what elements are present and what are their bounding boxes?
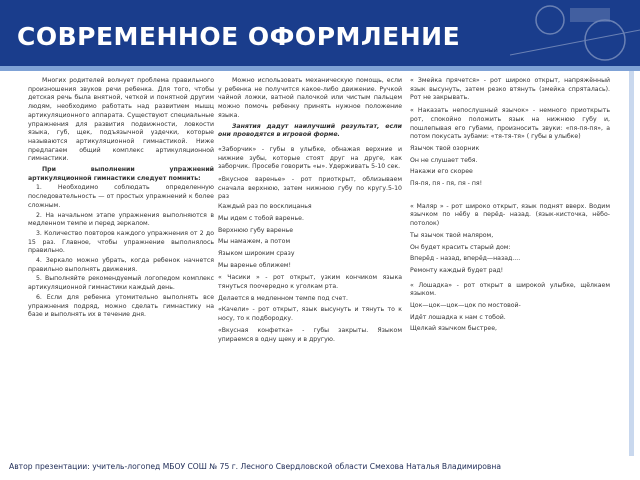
exercise-text: « Маляр » - рот широко открыт, язык поднят вверх. Водим язычком по нёбу в перёд- назад. (язык-кисточка, нёбо-потолок) [410, 202, 610, 228]
exercise-text: «Вкусное варенье» - рот приоткрыт, облизываем сначала верхнюю, затем нижнюю губу по кругу.5-10 раз [218, 176, 402, 201]
rhyme-line: Мы намажем, а потом [218, 238, 291, 246]
document-column-2 [218, 77, 402, 344]
exercise-text: « Лошадка» - рот открыт в широкой улыбке, щёлкаем языком. [410, 281, 610, 298]
document-column-1 [28, 77, 214, 320]
exercise-text: «Заборчик» - губы в улыбке, обнажая верхние и нижние зубы, которые стоят друг на друге, как заборчик. Просебе говорить «ы». Удерживать 5-10 сек. [218, 145, 402, 171]
exercise-text: «Качели» - рот открыт, язык высунуть и тянуть то к носу, то к подбородку. [218, 306, 402, 323]
rhyme-line: Ты язычок твой маляром, [410, 231, 494, 239]
rule-item: 3. Количество повторов каждого упражнения от 2 до 15 раз. Главное, чтобы упражнение выполнялось правильно. [28, 229, 214, 255]
rhyme-line: Щелкай язычком быстрее, [410, 325, 497, 333]
exercise-text: «Вкусная конфетка» - губы закрыты. Языком упираемся в одну щеку и в другую. [218, 326, 402, 343]
document-column-3 [410, 77, 610, 334]
rhyme-line: Он не слушает тебя. [410, 156, 478, 164]
rhyme-line: Языком широким сразу [218, 249, 295, 257]
slide-title: СОВРЕМЕННОЕ ОФОРМЛЕНИЕ [17, 22, 461, 51]
author-credit: Автор презентации: учитель-логопед МБОУ СОШ № 75 г. Лесного Свердловской области Смехова Наталья Владимировна [9, 462, 502, 471]
header-divider [0, 66, 640, 71]
exercise-text: « Наказать непослушный язычок» - немного приоткрыть рот, спокойно положить язык на нижнюю губу и, пошлепывая его губами, произносить звуки: «пя-пя-пя», а потом покусать зубами: «тя-тя-тя» ( губы в улыбке) [410, 107, 610, 141]
rhyme-line: Идёт лошадка к нам с тобой. [410, 313, 506, 321]
scanned-document [22, 73, 617, 456]
rhyme-line: Пя-пя, пя - пя, пя - пя! [410, 180, 483, 188]
rhyme-line: Ремонту каждый будет рад! [410, 266, 504, 274]
rule-item: 5. Выполняйте рекомендуемый логопедом комплекс артикуляционной гимнастики каждый день. [28, 275, 214, 292]
rules-heading: При выполнении упражнений артикуляционной гимнастики следует помнить: [28, 166, 214, 182]
rhyme-line: Язычок твой озорник [410, 144, 480, 152]
rule-item: 1. Необходимо соблюдать определенную последовательность — от простых упражнений к более сложным. [28, 184, 214, 209]
rhyme-line: Накажи его скорее [410, 168, 473, 176]
rhyme-line: Мы варенье оближем! [218, 261, 291, 269]
decorative-graphic-icon [510, 0, 640, 66]
rule-item: 4. Зеркало можно убрать, когда ребенок начнется правильно выполнять движения. [28, 257, 214, 273]
game-tip: Занятия дадут наилучший результат, если они проводятся в игровой форме. [218, 122, 402, 139]
rhyme-line: Верхнюю губу варенье [218, 226, 294, 234]
rhyme-line: Цок—цок—цок—цок по мостовой- [410, 302, 521, 310]
rule-item: 2. На начальном этапе упражнения выполняются в медленном темпе и перед зеркалом. [28, 211, 214, 228]
rhyme-line: Каждый раз по восклицанья [218, 203, 312, 211]
exercise-text: « Змейка прячется» - рот широко открыт, напряжённый язык высунуть, затем резко втянуть (змейка спряталась). Рот не закрывать. [410, 77, 610, 102]
rhyme-line: Он будет красить старый дом: [410, 243, 511, 251]
helper-paragraph: Можно использовать механическую помощь, если у ребенка не получится какое-либо движение. Ручкой чайной ложки, ватной палочкой или чистым пальцем можно помочь ребенку принять нужное положение языка. [218, 77, 402, 119]
title-bar [0, 0, 640, 66]
rhyme-line: Вперёд - назад, вперёд—назад.... [410, 255, 521, 263]
rhyme-line: Мы идем с тобой варенье. [218, 214, 304, 222]
exercise-text: Делается в медленном темпе под счет. [218, 294, 348, 302]
exercise-text: « Часики » - рот открыт, узким кончиком языка тянуться поочередно к уголкам рта. [218, 274, 402, 291]
rule-item: 6. Если для ребенка утомительно выполнять все упражнения подряд, можно сделать гимнастику на базе и выполнять их в течение дня. [28, 293, 214, 319]
intro-paragraph: Многих родителей волнует проблема правильного произношения звуков речи ребенка. Для того, чтобы детская речь была внятной, четкой и понятной другим людям, необходимо работать над развитием мышц артикуляционного аппарата. Существуют специальные упражнения для развития подвижности, ловкости языка, губ, щек, подъязычной уздечки, которые называются артикуляционной гимнастикой. Ниже предлагаем общий комплекс артикуляционной гимнастики. [28, 77, 214, 163]
side-decor-bar [629, 71, 634, 456]
